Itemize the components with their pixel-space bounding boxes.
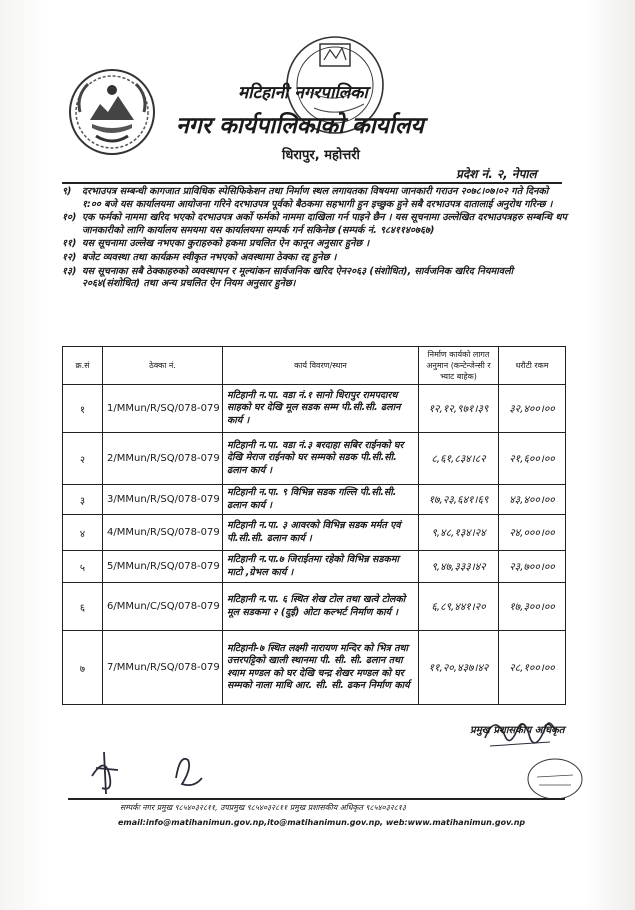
table-row — [63, 583, 566, 631]
table-row — [63, 485, 566, 515]
office-name: नगर कार्यपालिकाको कार्यालय — [176, 113, 424, 139]
notice-clause — [62, 266, 567, 291]
cell-description: मटिहानी न.पा. ९ विभिन्न सडक गल्लि पी.सी.सी. ढलान कार्य । — [223, 485, 419, 515]
cell-bid: २१,६००।०० — [499, 433, 566, 485]
table-row — [63, 385, 566, 433]
cell-contract: 7/MMun/R/SQ/078-079 — [103, 631, 223, 705]
cell-bid: २८,१००।०० — [499, 631, 566, 705]
handwritten-signature-icon — [84, 748, 224, 798]
cell-description: मटिहानी-७ स्थित लक्ष्मी नारायण मन्दिर को भित्र तथा उत्तरपट्टिको खाली स्थानमा पी. सी. सी. ढलान तथा श्याम मण्डल को घर देखि चन्द्र शेखर मण्डल को घर सम्मको नाला माथि आर. सी. सी. ढकन निर्माण कार्य — [223, 631, 419, 705]
cell-cost: ९,४७,३३३।४२ — [419, 551, 499, 583]
footer-contact: सम्पर्कः नगर प्रमुख ९८५४०३२८११, उपप्रमुख ९८५४०३२८११ प्रमुख प्रशासकीय अधिकृत ९८५४०३२८१३ — [120, 803, 406, 812]
cell-bid: ३२,४००।०० — [499, 385, 566, 433]
header-divider — [62, 182, 562, 184]
clause-number: १२) — [62, 251, 77, 263]
notice-clause — [62, 186, 567, 211]
clause-text: एक फर्मको नाममा खरिद भएको दरभाउपत्र अर्को फर्मको नाममा दाखिला गर्न पाइने छैन । यस सूचनामा उल्लेखित दरभाउपत्रहरु सम्बन्धि थप जानकारीको लागि कार्यालय समयमा यस कार्यालयमा सम्पर्क गर्न सकिनेछ (सम्पर्क नं. ९८४११४०७६७) — [82, 212, 567, 236]
cell-bid: २३,७००।०० — [499, 551, 566, 583]
table-row — [63, 551, 566, 583]
table-row — [63, 433, 566, 485]
header-sn: क्र.सं — [63, 347, 103, 385]
notice-clause — [62, 238, 567, 251]
cell-description: मटिहानी न.पा. वडा नं.३ बरदाहा सबिर राईनको घर देखि मेराज राईनको घर सम्मको सडक पी.सी.सी. ढलान कार्य । — [223, 433, 419, 485]
cell-contract: 1/MMun/R/SQ/078-079 — [103, 385, 223, 433]
cell-cost: ८,६१,८३४।८२ — [419, 433, 499, 485]
cell-contract: 6/MMun/C/SQ/078-079 — [103, 583, 223, 631]
nepal-emblem-icon — [66, 66, 158, 158]
notice-clause — [62, 252, 567, 265]
cell-contract: 4/MMun/R/SQ/078-079 — [103, 515, 223, 551]
table-row — [63, 631, 566, 705]
cao-signature-title: प्रमुख प्रशासकीय अधिकृत — [470, 725, 565, 736]
cell-description: मटिहानी न.पा.७ जिराईतमा रहेको विभिन्न सडकमा माटो ,ग्रेभल कार्य । — [223, 551, 419, 583]
cell-cost: १२,१२,९७१।३९ — [419, 385, 499, 433]
cell-sn: ६ — [63, 583, 103, 631]
cell-cost: ६,८९,४४१।२० — [419, 583, 499, 631]
cell-sn: ४ — [63, 515, 103, 551]
cell-sn: २ — [63, 433, 103, 485]
footer-divider — [68, 798, 565, 800]
cell-sn: ५ — [63, 551, 103, 583]
clause-text: दरभाउपत्र सम्बन्धी कागजात प्राविधिक स्पेसिफिकेशन तथा निर्माण स्थल लगायतका विषयमा जानकारी गराउन २०७८।०७।०२ गते दिनको १:०० बजे यस कार्यालयमा आयोजना गरिने दरभाउपत्र पूर्वको बैठकमा सहभागी हुन इच्छुक हुने सबै दरभाउपत्र दातालाई अनुरोध गरिन्छ । — [82, 186, 553, 210]
header-bid-security: धरौटी रकम — [499, 347, 566, 385]
header-description: कार्य विवरण/स्थान — [223, 347, 419, 385]
cell-contract: 3/MMun/R/SQ/078-079 — [103, 485, 223, 515]
clause-number: १३) — [62, 265, 77, 277]
round-stamp-icon — [525, 755, 585, 803]
cell-contract: 5/MMun/R/SQ/078-079 — [103, 551, 223, 583]
cell-sn: ७ — [63, 631, 103, 705]
table-header-row — [63, 347, 566, 385]
clause-number: ९) — [62, 186, 72, 197]
contracts-table — [62, 346, 566, 705]
cell-description: मटिहानी न.पा. ३ आवरको विभिन्न सडक मर्मत एवं पी.सी.सी. ढलान कार्य । — [223, 515, 419, 551]
cell-cost: १७,२३,६४१।६९ — [419, 485, 499, 515]
clause-text: यस सूचनाका सबै ठेक्काहरुको व्यवस्थापन र मूल्यांकन सार्वजनिक खरिद ऐन२०६३ (संशोधित), सार्वजनिक खरिद नियमावली २०६४(संशोधित) तथा अन्य प्रचलित ऐन नियम अनुसार हुनेछ। — [82, 265, 514, 290]
cell-sn: १ — [63, 385, 103, 433]
notice-clauses — [62, 186, 567, 292]
clause-text: बजेट व्यवस्था तथा कार्यक्रम स्वीकृत नभएको अवस्थामा ठेक्का रद्द हुनेछ । — [82, 251, 337, 263]
header-cost-estimate: निर्माण कार्यको लागत अनुमान (कन्टेन्जेन्सी र भ्याट बाहेक) — [419, 347, 499, 385]
cell-cost: ९,४८,१३४।२४ — [419, 515, 499, 551]
table-row — [63, 515, 566, 551]
cell-sn: ३ — [63, 485, 103, 515]
clause-text: यस सूचनामा उल्लेख नभएका कुराहरुको हकमा प्रचलित ऐन कानून अनुसार हुनेछ । — [82, 238, 370, 250]
province-label: प्रदेश नं. २, नेपाल — [456, 167, 537, 181]
cell-contract: 2/MMun/R/SQ/078-079 — [103, 433, 223, 485]
contracts-table-wrap — [62, 346, 565, 705]
clause-number: ११) — [62, 238, 77, 250]
cell-bid: ४३,४००।०० — [499, 485, 566, 515]
cell-bid: २४,०००।०० — [499, 515, 566, 551]
office-address: धिरापुर, महोत्तरी — [282, 148, 360, 163]
clause-number: १०) — [62, 212, 77, 224]
cell-cost: ११,२०,४३७।४२ — [419, 631, 499, 705]
header-contract: ठेक्का नं. — [103, 347, 223, 385]
footer-web-email: email:info@matihanimun.gov.np,ito@matihanimun.gov.np, web:www.matihanimun.gov.np — [118, 818, 526, 827]
cell-description: मटिहानी न.पा. ६ स्थित शेख टोल तथा खत्वे टोलको मूल सडकमा २ (दुई) ओटा कल्भर्ट निर्माण कार्य । — [223, 583, 419, 631]
cell-bid: १७,३००।०० — [499, 583, 566, 631]
org-name: मटिहानी नगरपालिका — [238, 83, 368, 103]
cell-description: मटिहानी न.पा. वडा नं.१ सानो धिरापुर रामपदारथ साहको घर देखि मूल सडक सम्म पी.सी.सी. ढलान कार्य । — [223, 385, 419, 433]
notice-clause — [62, 212, 567, 237]
